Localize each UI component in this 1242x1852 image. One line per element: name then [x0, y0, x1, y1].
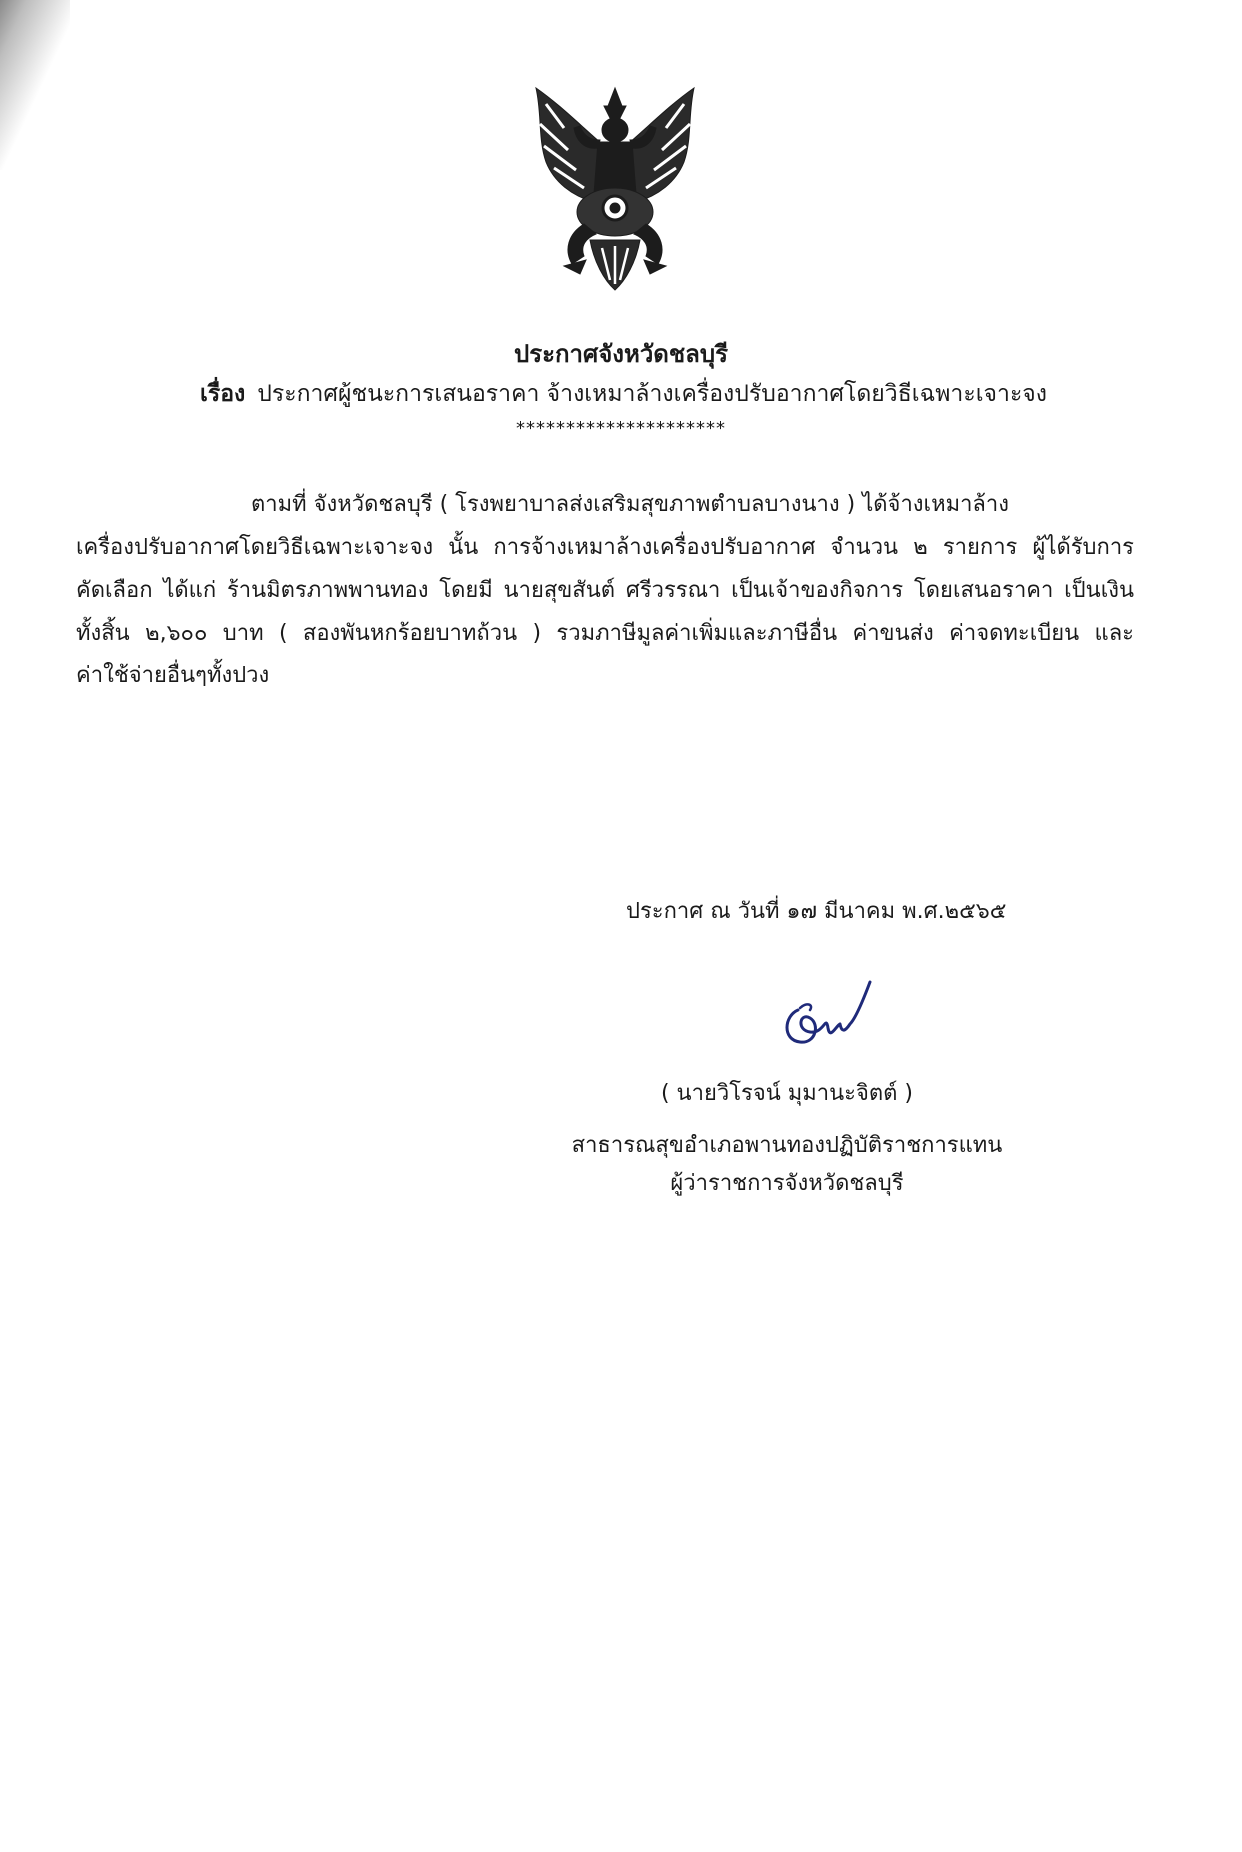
announcement-date: ประกาศ ณ วันที่ ๑๗ มีนาคม พ.ศ.๒๕๖๕ — [626, 899, 1007, 924]
subject-line — [200, 376, 1047, 412]
body-line-4: ทั้งสิ้น ๒,๖๐๐ บาท ( สองพันหกร้อยบาทถ้วน ) รวมภาษีมูลค่าเพิ่มและภาษีอื่น ค่าขนส่ง ค่าจดทะเบียน และ — [76, 621, 1134, 646]
announcement-title: ประกาศจังหวัดชลบุรี — [513, 340, 729, 368]
body-line-5: ค่าใช้จ่ายอื่นๆทั้งปวง — [76, 663, 270, 688]
signatory-position-2: ผู้ว่าราชการจังหวัดชลบุรี — [670, 1171, 904, 1196]
signature-image — [770, 980, 880, 1070]
subject-text: ประกาศผู้ชนะการเสนอราคา จ้างเหมาล้างเครื่องปรับอากาศโดยวิธีเฉพาะเจาะจง — [257, 381, 1048, 407]
signatory-name: ( นายวิโรจน์ มุมานะจิตต์ ) — [660, 1081, 914, 1106]
body-line-2: เครื่องปรับอากาศโดยวิธีเฉพาะเจาะจง นั้น การจ้างเหมาล้างเครื่องปรับอากาศ จำนวน ๒ รายการ ผู้ได้รับการ — [76, 535, 1134, 560]
body-line-3: คัดเลือก ได้แก่ ร้านมิตรภาพพานทอง โดยมี นายสุขสันต์ ศรีวรรณา เป็นเจ้าของกิจการ โดยเสนอราคา เป็นเงิน — [76, 578, 1134, 603]
page-edge-shadow — [0, 0, 70, 170]
subject-label: เรื่อง — [200, 381, 246, 407]
body-line-1: ตามที่ จังหวัดชลบุรี ( โรงพยาบาลส่งเสริมสุขภาพตำบลบางนาง ) ได้จ้างเหมาล้าง — [251, 492, 1010, 517]
signatory-position-1: สาธารณสุขอำเภอพานทองปฏิบัติราชการแทน — [571, 1133, 1003, 1158]
garuda-emblem-icon — [524, 84, 706, 294]
separator: ********************* — [516, 418, 726, 439]
